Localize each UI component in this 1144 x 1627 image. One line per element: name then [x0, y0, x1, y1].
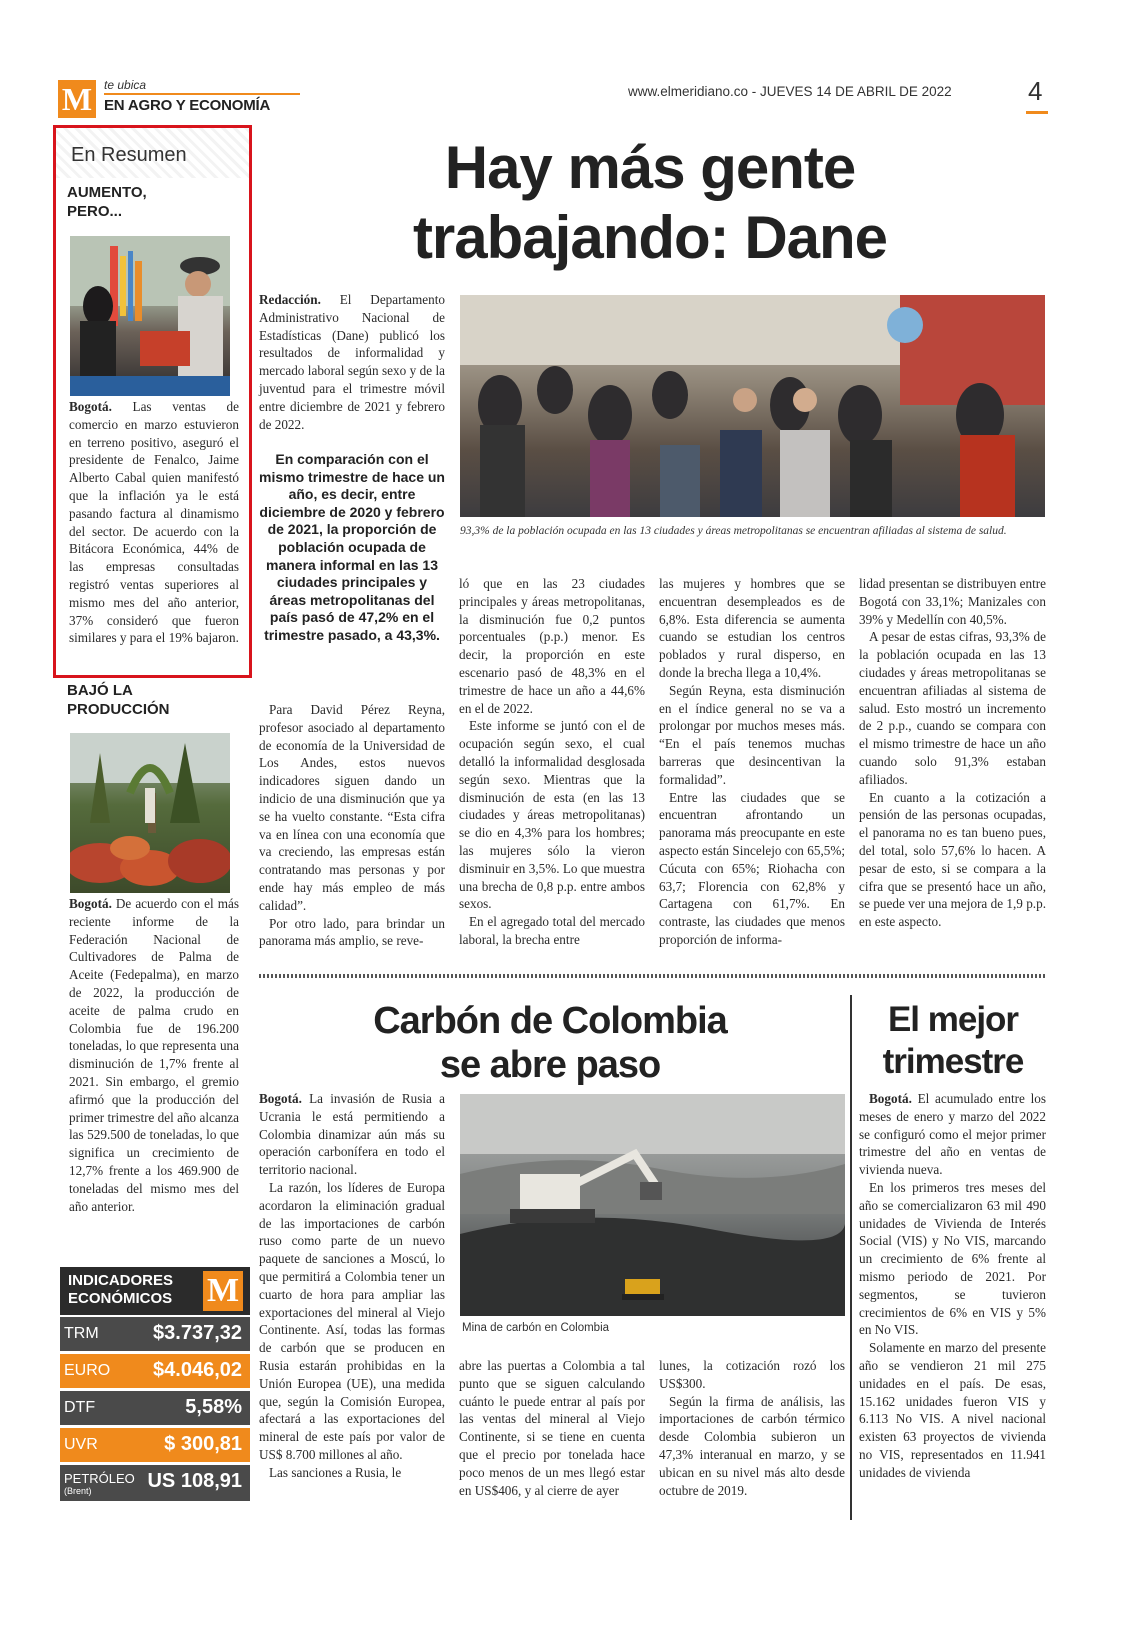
coal-col1-p1: La invasión de Rusia a Ucrania le está permitiendo a Colombia dinamizar aún más su operación carbonífera en todo el territorio nacional.: [259, 1091, 445, 1178]
summary-item1-title-l2: PERO...: [67, 203, 123, 220]
main-headline: [300, 133, 1000, 273]
section-title: EN AGRO Y ECONOMÍA: [104, 97, 271, 114]
indicator-uvr: [60, 1428, 250, 1462]
housing-headline: [858, 999, 1048, 1083]
coal-col3-p1: lunes, la cotización rozó los US$300.: [659, 1358, 845, 1391]
coal-lead: Bogotá.: [259, 1091, 302, 1106]
coal-col1-p3: Las sanciones a Rusia, le: [269, 1464, 402, 1480]
shop-scene-icon: [70, 236, 230, 396]
section-kicker: te ubica: [104, 78, 147, 92]
summary-item1-title-l1: AUMENTO,: [67, 184, 147, 201]
housing-p2: En los primeros tres meses del año se comercializaron 63 mil 490 unidades de Vivienda de Interés Social (VIS) y No VIS, marcando un crecimiento de 6% frente al mismo periodo de 2021. Por segmentos, se tuvieron crecimientos de 6% en VIS y 5% en No VIS.: [859, 1179, 1046, 1338]
indicators-title: [68, 1272, 173, 1308]
main-col4: [859, 575, 1046, 931]
summary-item1-title: [67, 183, 147, 221]
main-col4-p2: A pesar de estas cifras, 93,3% de la población ocupada en las 13 ciudades y áreas metropolitanas se encuentran afiliadas al sistema de salud. Esto mostró un incremento de 2 p.p., cuando se compara con el mismo trimestre de hace un año cuando solo 91,3% estaban afiliados.: [859, 629, 1046, 787]
indicator-petroleo-name: PETRÓLEO: [64, 1471, 135, 1486]
shop-photo: [70, 236, 230, 396]
coal-headline-l1: Carbón de Colombia: [373, 1000, 727, 1042]
main-col4-p3: En cuanto a la cotización a pensión de las personas ocupadas, el panorama no es tan bueno pues, del total, solo 57,6% lo hacen. A pesar de esto, si se compara a la cifra que se presentó hace un año, se puede ver una mejora de 1,9 p.p. en este aspecto.: [859, 789, 1046, 930]
housing-p1: El acumulado entre los meses de enero y marzo del 2022 se configuró como el mejor primer trimestre del año en ventas de vivienda nueva.: [859, 1091, 1046, 1178]
coal-headline-l2: se abre paso: [439, 1044, 661, 1086]
summary-item1-lead: Bogotá.: [69, 399, 112, 414]
summary-item2-body: De acuerdo con el más reciente informe de la Federación Nacional de Cultivadores de Palma de Aceite (Fedepalma), en marzo de 2022, la producción de aceite de palma crudo en Colombia fue de 196.200 toneladas, lo que representa una disminución de 1,7% frente al 2021. Sin embargo, el gremio afirmó que la producción del primer trimestre del año alcanza las 529.500 de toneladas, lo que significa un crecimiento de 12,7% frente a los 469.900 de toneladas del mismo mes del año anterior.: [69, 896, 239, 1214]
main-headline-l1: Hay más gente: [444, 134, 856, 201]
indicator-uvr-value: $ 300,81: [164, 1433, 242, 1455]
main-col1-p2: Por otro lado, para brindar un panorama más amplio, se reve-: [259, 915, 445, 949]
page-number: 4: [1028, 76, 1043, 106]
coal-col3: [659, 1357, 845, 1499]
indicators-header: [60, 1267, 250, 1315]
housing-headline-l2: trimestre: [882, 1042, 1024, 1081]
section-divider: [259, 974, 1046, 978]
indicators-title-l2: ECONÓMICOS: [68, 1290, 173, 1307]
column-divider: [850, 995, 852, 1520]
coal-photo-caption: Mina de carbón en Colombia: [462, 1322, 610, 1334]
indicators-logo: M: [203, 1271, 243, 1311]
indicator-euro: [60, 1354, 250, 1388]
indicator-trm: [60, 1317, 250, 1351]
indicator-dtf: [60, 1391, 250, 1425]
indicator-dtf-name: DTF: [64, 1399, 96, 1416]
summary-box-title: En Resumen: [71, 144, 187, 166]
main-col3-p3: Entre las ciudades que se encuentran afrontando un panorama más preocupante en este aspecto están Sincelejo con 65,5%; Cúcuta con 65%; Riohacha con 63,7; Florencia con 62,8% y Cartagena con 61,7%. En contraste, las ciudades que menos proporción de informa-: [659, 789, 845, 947]
main-lead: Redacción.: [259, 292, 321, 307]
crowd-photo-caption: 93,3% de la población ocupada en las 13 ciudades y áreas metropolitanas se encuentran afiliadas al sistema de salud.: [460, 525, 1007, 537]
indicator-trm-value: $3.737,32: [153, 1322, 242, 1344]
main-col3-p2: Según Reyna, esta disminución en el índice general no se va a prolongar por muchos meses más. “En el país tenemos muchas barreras que desincentivan la formalidad”.: [659, 682, 845, 787]
coal-col2: [459, 1357, 645, 1499]
indicator-trm-name: TRM: [64, 1325, 99, 1342]
main-intro: [259, 291, 445, 433]
crowd-scene-icon: [460, 295, 1045, 517]
coal-scene-icon: [460, 1094, 845, 1316]
summary-item2-text: [69, 895, 239, 1215]
coal-mine-photo: [460, 1094, 845, 1316]
palm-photo: [70, 733, 230, 893]
logo: M: [58, 80, 96, 118]
header: [58, 78, 1088, 123]
coal-col3-p2: Según la firma de análisis, las importaciones de carbón térmico desde Colombia subieron un 47,3% interanual en marzo, y se ubican en su nivel más alto desde octubre de 2019.: [659, 1393, 845, 1498]
main-headline-l2: trabajando: Dane: [412, 204, 888, 271]
summary-item2-title-l2: PRODUCCIÓN: [67, 701, 170, 718]
section-rule: [104, 93, 300, 95]
coal-col1: [259, 1090, 445, 1482]
summary-item2-title: [67, 681, 170, 719]
main-col2-p3: En el agregado total del mercado laboral, la brecha entre: [459, 914, 645, 947]
indicator-dtf-value: 5,58%: [185, 1396, 242, 1418]
main-col2-p1: ló que en las 23 ciudades principales y áreas metropolitanas, la disminución fue 0,2 puntos porcentuales (p.p.) menor. Es decir, la proporción en este escenario pasó de 48,3% en el trimestre de hace un año a 44,6% en el de 2022.: [459, 576, 645, 716]
palm-scene-icon: [70, 733, 230, 893]
main-col1: [259, 701, 445, 950]
indicator-petroleo: [60, 1465, 250, 1501]
main-col2: [459, 575, 645, 949]
main-col3-p1: las mujeres y hombres que se encuentran desempleados es de 6,8%. Esta diferencia se aumenta cuando se estudian los centros poblados y rural disperso, en donde la brecha llega a 10,4%.: [659, 576, 845, 680]
main-pullquote: En comparación con el mismo trimestre de hace un año, es decir, entre diciembre de 2020 y febrero de 2021, la proporción de población ocupada de manera informal en las 13 ciudades principales y áreas metropolitanas del país pasó de 47,2% en el trimestre pasado, a 43,3%.: [259, 451, 445, 643]
summary-item1-text: [69, 398, 239, 647]
main-col4-p1: lidad presentan se distribuyen entre Bogotá con 33,1%; Manizales con 39% y Medellín con 40,5%.: [859, 576, 1046, 627]
page-number-rule: [1026, 111, 1048, 114]
summary-item2-title-l1: BAJÓ LA: [67, 682, 133, 699]
dateline: www.elmeridiano.co - JUEVES 14 DE ABRIL DE 2022: [628, 84, 952, 99]
indicator-petroleo-value: US 108,91: [147, 1470, 242, 1492]
housing-body: [859, 1090, 1046, 1482]
summary-item2-lead: Bogotá.: [69, 896, 112, 911]
housing-p3: Solamente en marzo del presente año se vendieron 21 mil 275 unidades en el país. De esas, 15.162 unidades fueron VIS y 6.113 No VIS. A nivel nacional existen 63 proyectos de vivienda no VIS, representados en 11.941 unidades de vivienda: [859, 1340, 1046, 1480]
coal-col2-p1: abre las puertas a Colombia a tal punto que se siguen calculando cuánto le puede entrar al país por las ventas del mineral al Viejo Continente, si se tiene en cuenta que el precio por tonelada hace poco menos de un mes llegó estar en US$406, y al cierre de ayer: [459, 1358, 645, 1498]
main-col2-p2: Este informe se juntó con el de ocupación según sexo, el cual detalló la informalidad desglosada según sexo. Mientras que la disminución de esta (en las 13 ciudades y áreas metropolitanas) se dio en 4,3% para los hombres; las mujeres sólo la vieron disminuir en 3,5%. Lo que muestra una brecha de 0,8 p.p. entre ambos sexos.: [459, 718, 645, 912]
indicator-euro-value: $4.046,02: [153, 1359, 242, 1381]
indicator-uvr-name: UVR: [64, 1436, 98, 1453]
indicators-title-l1: INDICADORES: [68, 1272, 174, 1289]
coal-col1-p2: La razón, los líderes de Europa acordaron la eliminación gradual de las importaciones de carbón ruso como parte de un nuevo paquete de sanciones a Moscú, lo que permitirá a Colombia tener un cuarto de hora para ampliar las exportaciones del mineral al Viejo Continente. Así, todas las formas de carbón que se producen en Rusia estarán prohibidas en la Unión Europea (UE), una medida que, según la Comisión Europea, afectará a las exportaciones del mineral de este país por valor de US$ 8.700 millones al año.: [259, 1179, 445, 1462]
housing-lead: Bogotá.: [869, 1091, 912, 1106]
coal-headline: [290, 999, 810, 1087]
main-col1-p1: Para David Pérez Reyna, profesor asociado al departamento de economía de la Universidad de Los Andes, estos nuevos indicadores siguen dando un indicio de una disminución que ya se ha vuelto constante. “Esta cifra va en línea con una economía que va creciendo, las empresas están contratando mas personas y por ende hay más empleo de más calidad”.: [259, 702, 445, 913]
main-intro-text: El Departamento Administrativo Nacional de Estadísticas (Dane) publicó los resultados de informalidad y mercado laboral según sexo y de la juventud para el trimestre móvil entre diciembre de 2021 y febrero de 2022.: [259, 292, 445, 432]
crowd-photo: [460, 295, 1045, 517]
housing-headline-l1: El mejor: [887, 1000, 1019, 1039]
indicator-petroleo-sub: (Brent): [64, 1486, 92, 1496]
summary-item1-body: Las ventas de comercio en marzo estuvieron en terreno positivo, aseguró el presidente de Fenalco, Jaime Alberto Cabal quien manifestó que la inflación ya le está pasando factura al dinamismo del sector. De acuerdo con la Bitácora Económica, 44% de las empresas consultadas registró ventas superiores al mismo mes del año anterior, 37% consideró que fueron similares y para el 19% bajaron.: [69, 399, 239, 646]
main-col3: [659, 575, 845, 949]
indicator-euro-name: EURO: [64, 1362, 111, 1379]
